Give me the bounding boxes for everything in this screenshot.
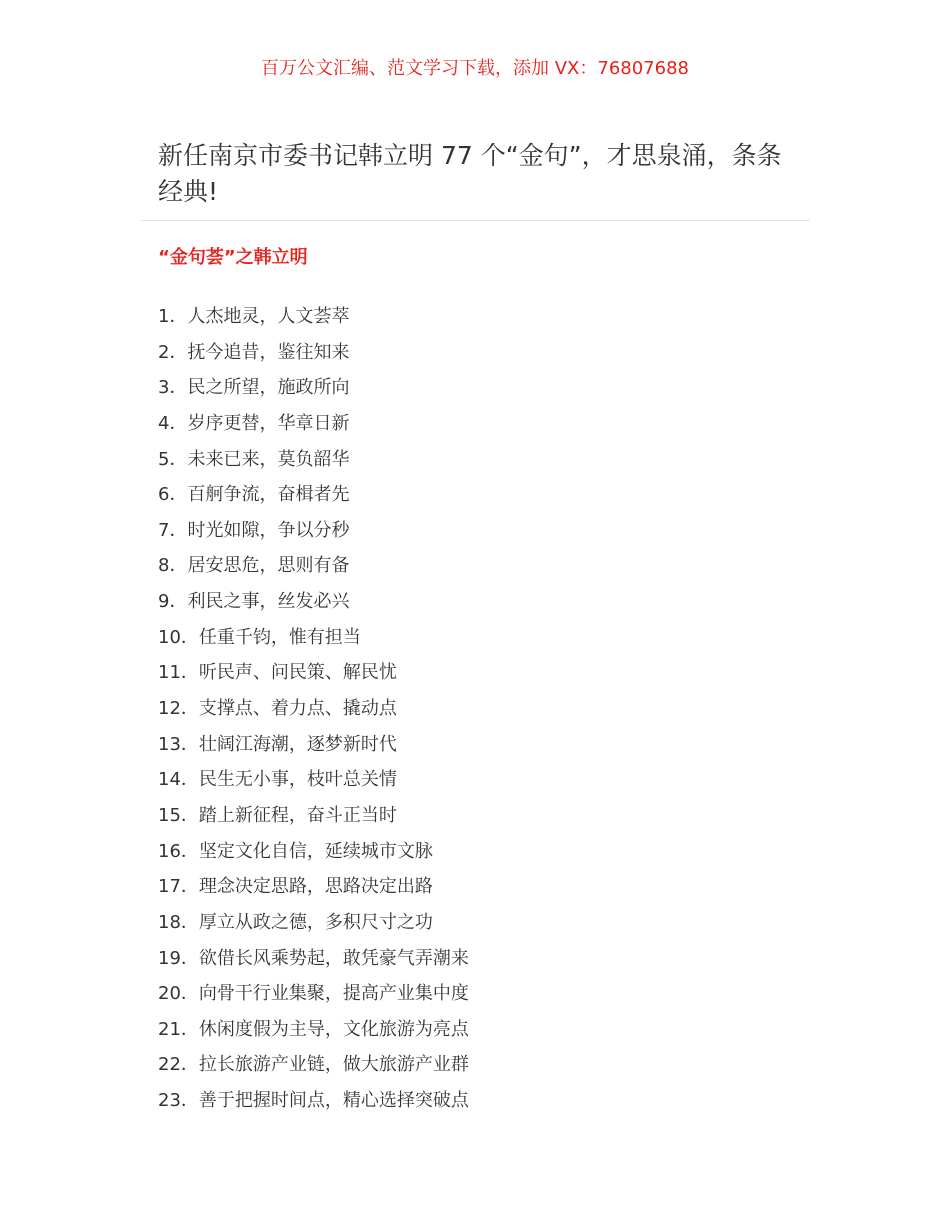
quote-text: 利民之事，丝发必兴 (187, 591, 350, 613)
quote-item (158, 406, 469, 442)
quote-item (158, 976, 469, 1012)
quote-text: 踏上新征程，奋斗正当时 (198, 804, 397, 826)
quote-item (158, 762, 469, 798)
quote-item (158, 798, 469, 834)
quote-text: 听民声、问民策、解民忧 (198, 662, 397, 684)
quote-item (158, 834, 469, 870)
quote-item (158, 584, 469, 620)
quote-text: 欲借长风乘势起，敢凭豪气弄潮来 (198, 947, 469, 969)
quote-item (158, 1012, 469, 1048)
quote-text: 民生无小事，枝叶总关情 (198, 769, 397, 791)
quote-text: 抚今追昔，鉴往知来 (187, 341, 350, 363)
quote-number: 22． (158, 1054, 199, 1076)
quote-number: 21． (158, 1018, 199, 1040)
quote-number: 11． (158, 662, 199, 684)
quote-list (158, 299, 469, 1119)
quote-item (158, 477, 469, 513)
quote-text: 岁序更替，华章日新 (187, 412, 350, 434)
quote-number: 6． (158, 484, 188, 506)
quote-item (158, 370, 469, 406)
quote-number: 10． (158, 626, 199, 648)
quote-number: 16． (158, 840, 199, 862)
quote-number: 15． (158, 804, 199, 826)
quote-text: 时光如隙，争以分秒 (187, 519, 350, 541)
quote-text: 厚立从政之德，多积尺寸之功 (198, 911, 433, 933)
quote-item (158, 335, 469, 371)
quote-text: 百舸争流，奋楫者先 (187, 484, 350, 506)
quote-text: 拉长旅游产业链，做大旅游产业群 (198, 1054, 469, 1076)
quote-number: 1． (158, 306, 188, 327)
download-banner: 百万公文汇编、范文学习下载，添加 VX：76807688 (261, 58, 689, 79)
quote-number: 13． (158, 733, 199, 755)
quote-text: 任重千钧，惟有担当 (198, 626, 361, 648)
quote-number: 5． (158, 448, 188, 470)
quote-text: 居安思危，思则有备 (187, 555, 350, 577)
quote-text: 向骨干行业集聚，提高产业集中度 (198, 983, 469, 1005)
quote-number: 14． (158, 769, 199, 791)
quote-text: 理念决定思路，思路决定出路 (198, 876, 433, 898)
quote-number: 2． (158, 341, 188, 363)
quote-item (158, 620, 469, 656)
quote-text: 壮阔江海潮，逐梦新时代 (198, 733, 397, 755)
quote-number: 3． (158, 377, 188, 399)
quote-item (158, 1047, 469, 1083)
quote-number: 9． (158, 591, 188, 613)
quote-number: 20． (158, 983, 199, 1005)
quote-number: 18． (158, 911, 199, 933)
quote-number: 7． (158, 519, 188, 541)
quote-text: 坚定文化自信，延续城市文脉 (198, 840, 433, 862)
article-title: 新任南京市委书记韩立明 77 个“金句”，才思泉涌，条条经典! (158, 141, 782, 206)
quote-item (158, 869, 469, 905)
quote-text: 未来已来，莫负韶华 (187, 448, 350, 470)
quote-number: 19． (158, 947, 199, 969)
quote-item (158, 941, 469, 977)
quote-text: 休闲度假为主导，文化旅游为亮点 (198, 1018, 469, 1040)
quote-item (158, 548, 469, 584)
quote-item (158, 513, 469, 549)
quote-item (158, 299, 469, 335)
quote-text: 善于把握时间点，精心选择突破点 (198, 1090, 469, 1112)
quote-number: 4． (158, 412, 188, 434)
quote-text: 民之所望，施政所向 (187, 377, 350, 399)
quote-item (158, 691, 469, 727)
section-heading: “金句荟”之韩立明 (158, 247, 308, 268)
quote-item (158, 655, 469, 691)
quote-text: 支撑点、着力点、撬动点 (198, 698, 397, 720)
quote-item (158, 442, 469, 478)
quote-number: 8． (158, 555, 188, 577)
quote-item (158, 727, 469, 763)
quote-number: 23． (158, 1090, 199, 1112)
quote-text: 人杰地灵，人文荟萃 (187, 306, 350, 327)
quote-number: 17． (158, 876, 199, 898)
quote-item (158, 905, 469, 941)
quote-item (158, 1083, 469, 1119)
quote-number: 12． (158, 698, 199, 720)
title-divider (140, 220, 810, 221)
